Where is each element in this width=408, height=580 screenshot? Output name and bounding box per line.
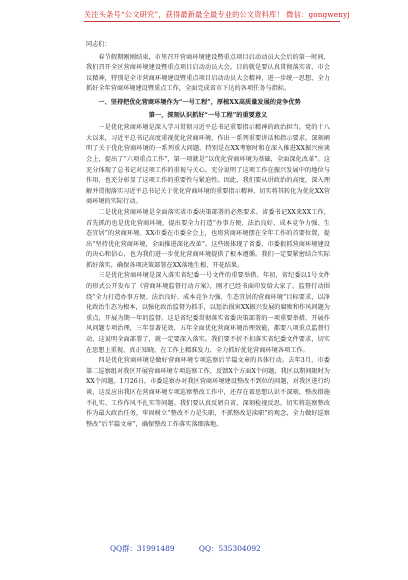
subsection-heading: 第一，深刻认识抓好“一号工程”的重要意义 [148, 111, 268, 119]
body-paragraph: 四是优化营商环境是做好营商环境专项巡察后半篇文章的具体行动。去年3月，市委第二巡察组对我区开展营商环境专项巡察工作，反馈X个方面X个问题，我区以期间限时为XX个问题。1月26日，市委巡察办对我区营商环境建设整改不到位的问题，对我区进行约谈，这反应出我区在营商环境专项巡察整改工作中，还存在着思想认识不深刻、整改措施不扎实、工作作风不扎实等问题。我们要认真反躬自省，深刻检视反思，切实将巡察整改作为最大政治任务，牢固树立“整改不力是失职，不抓整改是渎职”的观念，全力做好巡察整改“后半篇文章”，确保整改工作落实落细落地。 [86, 357, 330, 428]
footer-qq: QQ：535304092 [198, 544, 261, 553]
body-paragraph: 二是优化营商环境是全面落实省市委决策部署的必然要求。省委书记XX来XX工作，首先抓的也是优化营商环境，提出要全力打造“办事方便、法治良好、成本竞争力强、生态宜居”的营商环境。XX市委在市委全会上，也将营商环境摆在全年工作的首要位置，提出“坚持优化营商环境，全面推进深化改革”。这些既体现了省委、市委狠抓营商环境建设的决心和信心，也为我们进一步优化营商环境提供了根本遵循。我们一定要紧密结合实际抓好落实，确保各项决策部署在XX落地生根、开花结果。 [86, 208, 330, 269]
body-paragraph: 三是优化营商环境是深入落实省纪委一号文件的重要举措。年初，省纪委以1号文件的形式公开发布了《营商环境监督行动方案》，刚才已经书面印发给大家了。监督行动围绕“全力打造办事方便、法治良好、成本竞争力强、生态宜居的营商环境”目标要求，以净化政治生态为根本，以强化政治监督为抓手，以惩治损害XX振兴发展的腐败和作风问题为重点，开展为期一年的监督。这是省纪委贯彻落实省委决策部署的一项重要举措，开展作风问题专项治理，三年显著见效，五年全面优化营商环境治理效能，都要八项重点监督行动，这说明全面部署了，就一定要深入落实。我们要不折不扣落实省纪委文件要求，切实在思想上重视、真正知晓，在工作上精准发力，全力抓好优化营商环境各项工作。 [86, 272, 330, 354]
section-heading: 一、坚持把优化营商环境作为“一号工程”，厚植XX高质量发展的竞争优势 [98, 98, 301, 106]
body-paragraph: 一是优化营商环境是深入学习贯彻习近平总书记重要指示精神的政治担当。党的十八大以来，习近平总书记高度重视优化营商环境，作出一系列重要讲话和指示要求。深刻阐明了关于优化营商环境的一系列重大问题。特别是在XX考察时和在深入推进XX振兴座谈会上，提出了“六项重点工作”，第一项就是“以优化营商环境为基础，全面深化改革”。这充分体现了总书记对这项工作的重视与关心。充分说明了这项工作在振兴发展中的地位与作用，也充分彰显了这项工作的重要性与紧迫性。因此，我们要从讲政治的高度，深入理解并贯彻落实习近平总书记关于优化营商环境的重要指示精神，切实将其转化为优化XX营商环境的实际行动。 [86, 124, 330, 206]
footer-qq-group: QQ群：31991489 [110, 544, 175, 553]
footer-contacts [110, 543, 310, 555]
promo-banner: 关注头条号“公文研究”，获得最新最全最专业的公文资料库！ 微信：gongwenyj [84, 9, 340, 22]
paragraph-list [86, 53, 330, 431]
document-body [86, 40, 330, 430]
salutation: 同志们： [86, 41, 111, 48]
body-paragraph: 春节假期刚刚结束，市里召开营商环境建设暨重点项目启动动员大会后的第一时间，我们召开全区营商环境建设暨重点项目启动动员大会。目的就是要认真贯彻落实省、市会议精神，特别是全市营商环境建设暨重点项目启动动员大会精神，进一步统一思想，全力抓好全年营商环境建设暨重点工作，全面完成省市下达的各项任务与指标。 [86, 53, 330, 93]
